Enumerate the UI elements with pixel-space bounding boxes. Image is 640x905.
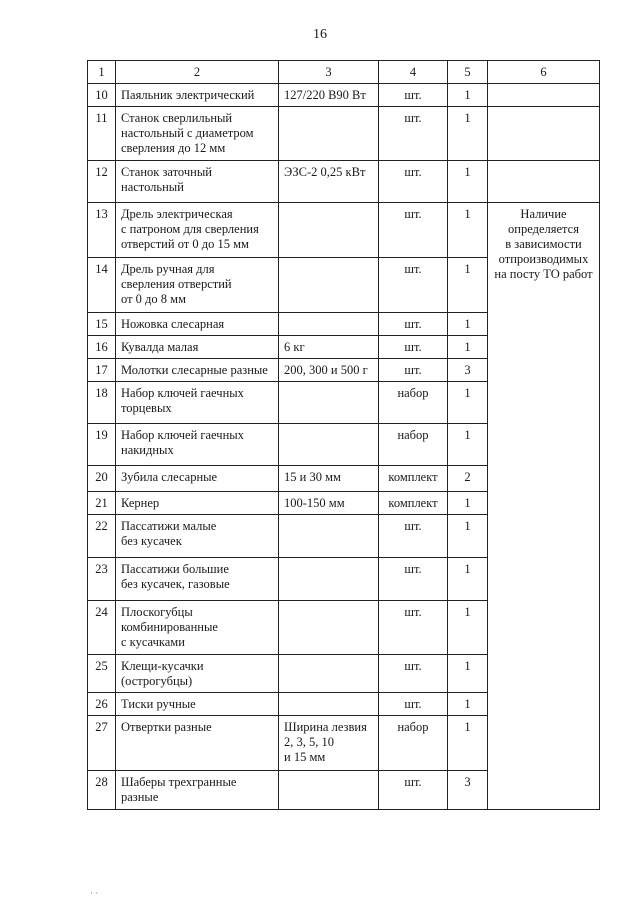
item-name: Клещи-кусачки (острогубцы) bbox=[116, 655, 279, 693]
column-header: 1 bbox=[88, 61, 116, 84]
item-qty: 3 bbox=[448, 771, 488, 810]
empty-note-cell bbox=[488, 84, 600, 107]
item-unit: комплект bbox=[379, 466, 448, 492]
item-spec: Ширина лезвия 2, 3, 5, 10 и 15 мм bbox=[279, 716, 379, 771]
item-qty: 1 bbox=[448, 515, 488, 558]
empty-note-cell bbox=[488, 107, 600, 161]
table-row bbox=[88, 203, 600, 258]
item-spec bbox=[279, 601, 379, 655]
item-qty: 1 bbox=[448, 424, 488, 466]
column-header: 3 bbox=[279, 61, 379, 84]
table-header-row bbox=[88, 61, 600, 84]
item-qty: 1 bbox=[448, 601, 488, 655]
item-unit: набор bbox=[379, 382, 448, 424]
item-name: Кернер bbox=[116, 492, 279, 515]
row-number: 14 bbox=[88, 258, 116, 313]
item-spec bbox=[279, 313, 379, 336]
item-qty: 1 bbox=[448, 203, 488, 258]
item-name: Набор ключей гаечных накидных bbox=[116, 424, 279, 466]
row-number: 20 bbox=[88, 466, 116, 492]
item-qty: 1 bbox=[448, 258, 488, 313]
row-number: 26 bbox=[88, 693, 116, 716]
item-qty: 1 bbox=[448, 161, 488, 203]
row-number: 27 bbox=[88, 716, 116, 771]
page-number: 16 bbox=[313, 27, 327, 42]
column-header: 2 bbox=[116, 61, 279, 84]
item-spec bbox=[279, 382, 379, 424]
item-unit: шт. bbox=[379, 558, 448, 601]
item-spec: 200, 300 и 500 г bbox=[279, 359, 379, 382]
item-unit: шт. bbox=[379, 515, 448, 558]
column-header: 4 bbox=[379, 61, 448, 84]
item-spec: ЭЗС-2 0,25 кВт bbox=[279, 161, 379, 203]
item-spec bbox=[279, 107, 379, 161]
item-name: Станок заточный настольный bbox=[116, 161, 279, 203]
item-unit: шт. bbox=[379, 84, 448, 107]
item-spec bbox=[279, 771, 379, 810]
item-unit: шт. bbox=[379, 693, 448, 716]
item-name: Тиски ручные bbox=[116, 693, 279, 716]
availability-note: Наличие определяется в зависимости отпроизводимых на посту ТО работ bbox=[488, 203, 600, 810]
table-row bbox=[88, 107, 600, 161]
row-number: 18 bbox=[88, 382, 116, 424]
item-qty: 1 bbox=[448, 313, 488, 336]
item-name: Пассатижи большие без кусачек, газовые bbox=[116, 558, 279, 601]
row-number: 11 bbox=[88, 107, 116, 161]
row-number: 21 bbox=[88, 492, 116, 515]
item-unit: шт. bbox=[379, 203, 448, 258]
table-body bbox=[88, 84, 600, 810]
item-unit: шт. bbox=[379, 161, 448, 203]
table-row bbox=[88, 84, 600, 107]
item-unit: набор bbox=[379, 716, 448, 771]
item-name: Ножовка слесарная bbox=[116, 313, 279, 336]
item-name: Отвертки разные bbox=[116, 716, 279, 771]
item-unit: набор bbox=[379, 424, 448, 466]
row-number: 16 bbox=[88, 336, 116, 359]
row-number: 25 bbox=[88, 655, 116, 693]
row-number: 24 bbox=[88, 601, 116, 655]
column-header: 6 bbox=[488, 61, 600, 84]
item-spec: 127/220 В90 Вт bbox=[279, 84, 379, 107]
item-name: Паяльник электрический bbox=[116, 84, 279, 107]
item-name: Шаберы трехгранные разные bbox=[116, 771, 279, 810]
item-name: Плоскогубцы комбинированные с кусачками bbox=[116, 601, 279, 655]
item-unit: комплект bbox=[379, 492, 448, 515]
item-qty: 1 bbox=[448, 655, 488, 693]
item-qty: 1 bbox=[448, 382, 488, 424]
table-row bbox=[88, 161, 600, 203]
item-qty: 1 bbox=[448, 84, 488, 107]
item-spec: 100-150 мм bbox=[279, 492, 379, 515]
row-number: 22 bbox=[88, 515, 116, 558]
row-number: 23 bbox=[88, 558, 116, 601]
column-header: 5 bbox=[448, 61, 488, 84]
item-unit: шт. bbox=[379, 336, 448, 359]
item-name: Молотки слесарные разные bbox=[116, 359, 279, 382]
item-unit: шт. bbox=[379, 655, 448, 693]
item-spec: 6 кг bbox=[279, 336, 379, 359]
item-qty: 3 bbox=[448, 359, 488, 382]
row-number: 12 bbox=[88, 161, 116, 203]
item-qty: 1 bbox=[448, 336, 488, 359]
item-spec: 15 и 30 мм bbox=[279, 466, 379, 492]
item-spec bbox=[279, 424, 379, 466]
item-spec bbox=[279, 515, 379, 558]
scan-artifact: · · bbox=[90, 888, 99, 898]
item-unit: шт. bbox=[379, 359, 448, 382]
item-qty: 1 bbox=[448, 492, 488, 515]
item-spec bbox=[279, 655, 379, 693]
item-name: Станок сверлильный настольный с диаметром сверления до 12 мм bbox=[116, 107, 279, 161]
empty-note-cell bbox=[488, 161, 600, 203]
item-spec bbox=[279, 558, 379, 601]
item-unit: шт. bbox=[379, 313, 448, 336]
item-qty: 1 bbox=[448, 716, 488, 771]
item-unit: шт. bbox=[379, 107, 448, 161]
item-name: Дрель электрическая с патроном для сверления отверстий от 0 до 15 мм bbox=[116, 203, 279, 258]
item-name: Набор ключей гаечных торцевых bbox=[116, 382, 279, 424]
row-number: 17 bbox=[88, 359, 116, 382]
item-spec bbox=[279, 693, 379, 716]
item-unit: шт. bbox=[379, 258, 448, 313]
item-qty: 1 bbox=[448, 558, 488, 601]
item-name: Кувалда малая bbox=[116, 336, 279, 359]
item-name: Пассатижи малые без кусачек bbox=[116, 515, 279, 558]
item-qty: 1 bbox=[448, 693, 488, 716]
item-name: Дрель ручная для сверления отверстий от 0 до 8 мм bbox=[116, 258, 279, 313]
item-name: Зубила слесарные bbox=[116, 466, 279, 492]
equipment-table bbox=[87, 60, 600, 810]
item-spec bbox=[279, 203, 379, 258]
row-number: 28 bbox=[88, 771, 116, 810]
item-qty: 2 bbox=[448, 466, 488, 492]
item-unit: шт. bbox=[379, 771, 448, 810]
row-number: 15 bbox=[88, 313, 116, 336]
item-qty: 1 bbox=[448, 107, 488, 161]
row-number: 10 bbox=[88, 84, 116, 107]
item-spec bbox=[279, 258, 379, 313]
row-number: 19 bbox=[88, 424, 116, 466]
item-unit: шт. bbox=[379, 601, 448, 655]
row-number: 13 bbox=[88, 203, 116, 258]
